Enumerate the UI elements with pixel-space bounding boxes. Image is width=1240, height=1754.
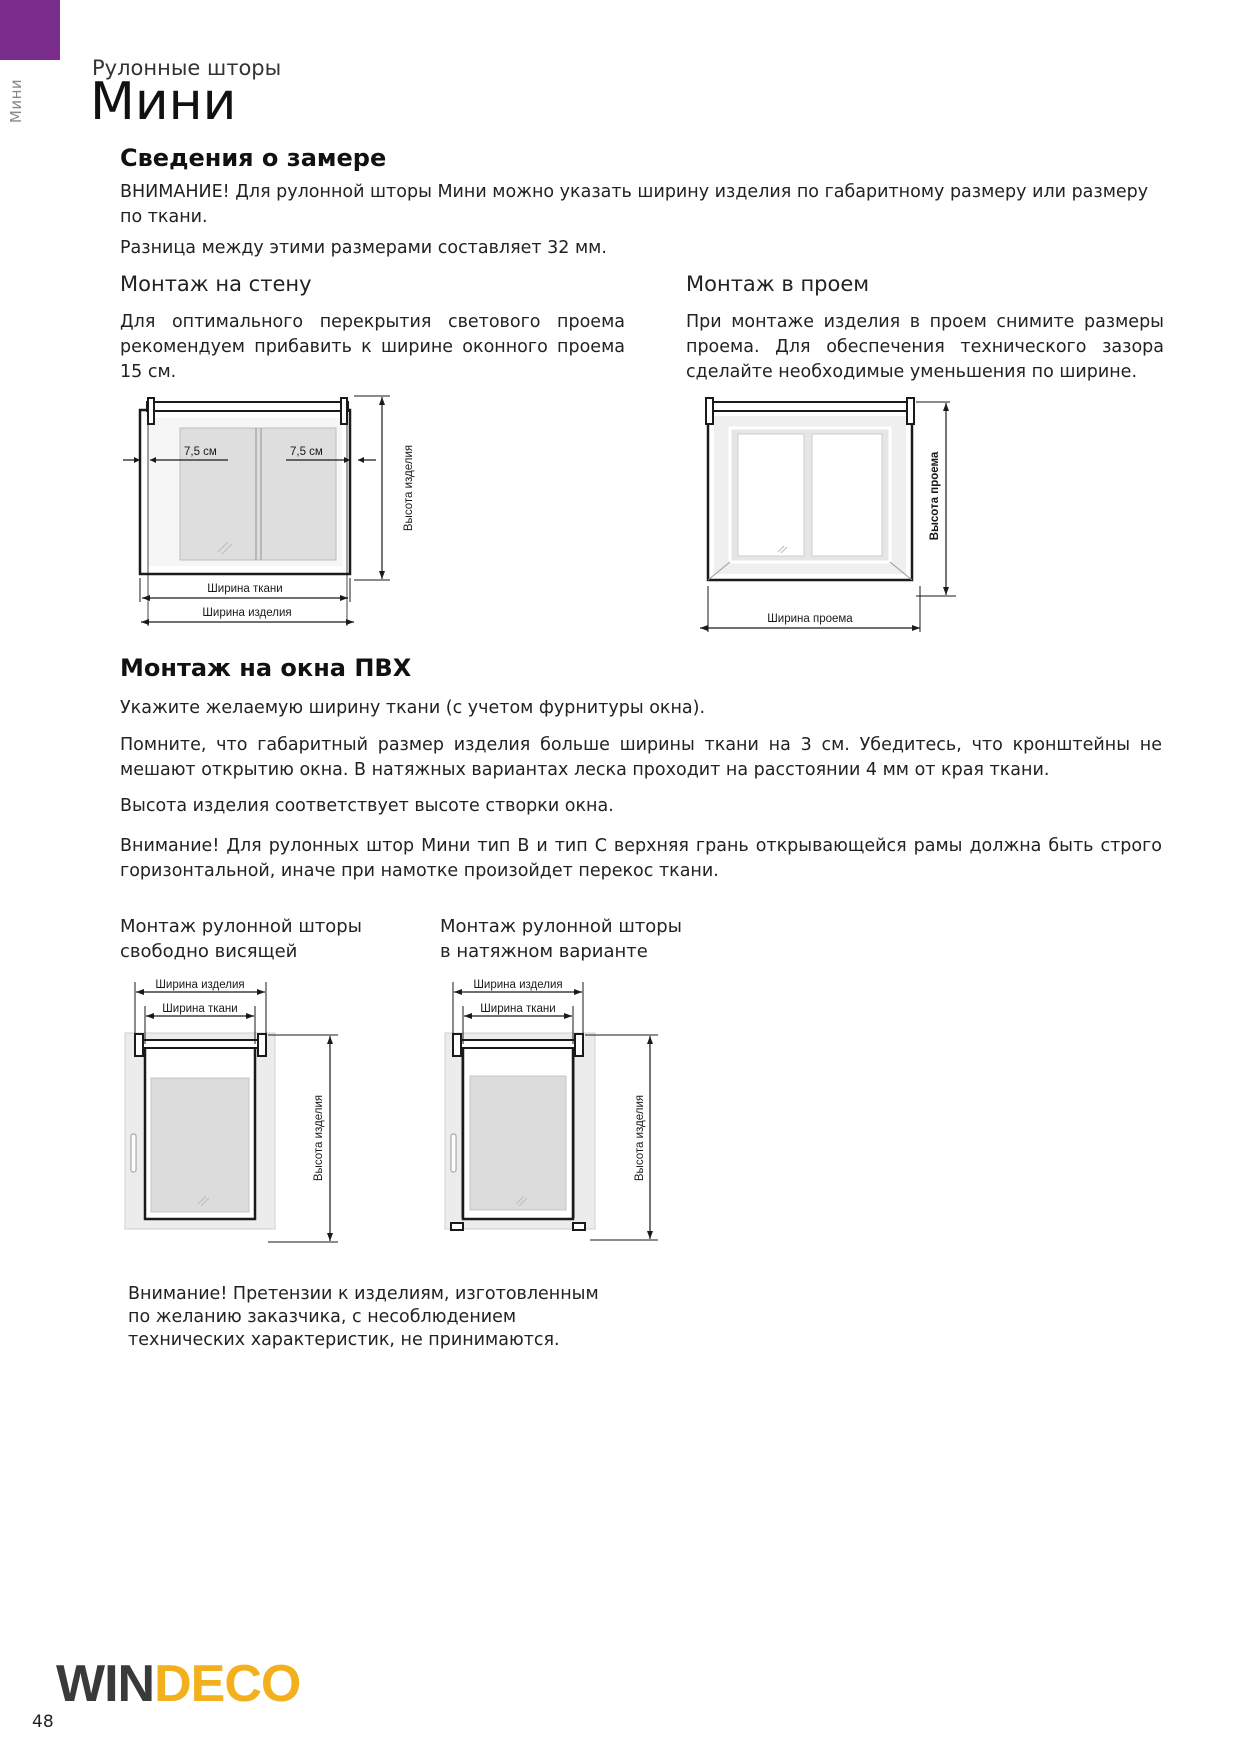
opening-mount-heading: Монтаж в проем xyxy=(686,272,870,296)
side-section-label: Мини xyxy=(7,78,26,124)
fabric-width-label: Ширина ткани xyxy=(480,1003,556,1015)
page-subtitle: Рулонные шторы xyxy=(92,56,282,80)
right-gap-label: 7,5 см xyxy=(290,446,323,458)
window-glass xyxy=(151,1078,249,1212)
opening-mount-text: При монтаже изделия в проем снимите размеры проема. Для обеспечения технического зазора сделайте необходимые уменьшения по ширине. xyxy=(686,312,1164,382)
left-gap-label: 7,5 см xyxy=(184,446,217,458)
height-label: Высота изделия xyxy=(634,1094,646,1182)
pvc-paragraph-3: Высота изделия соответствует высоте створки окна. xyxy=(120,796,614,816)
opening-height-label: Высота проема xyxy=(929,451,941,541)
pvc-heading: Монтаж на окна ПВХ xyxy=(120,654,412,682)
roller-tube xyxy=(147,402,348,411)
roller-tube xyxy=(457,1040,581,1048)
free-hanging-diagram xyxy=(118,978,350,1254)
wall-mount-text: Для оптимального перекрытия светового проема рекомендуем прибавить к ширине оконного проема 15 см. xyxy=(120,312,625,382)
opening-mount-diagram xyxy=(694,392,968,644)
fabric-width-label: Ширина ткани xyxy=(162,1003,238,1015)
left-bracket xyxy=(135,1034,143,1056)
opening-width-label: Ширина проема xyxy=(767,613,853,625)
right-bracket xyxy=(575,1034,583,1056)
product-width-label: Ширина изделия xyxy=(473,979,563,991)
height-label: Высота изделия xyxy=(313,1094,325,1182)
left-bracket xyxy=(148,398,154,424)
window-handle xyxy=(451,1134,456,1172)
wall-mount-diagram xyxy=(118,392,448,644)
right-bracket xyxy=(907,398,914,424)
pvc-paragraph-4: Внимание! Для рулонных штор Мини тип В и тип С верхняя грань открывающейся рамы должна быть строго горизонтальной, иначе при намотке произойдет перекос ткани. xyxy=(120,836,1162,881)
window-glass xyxy=(470,1076,566,1210)
left-bracket xyxy=(453,1034,461,1056)
left-bottom-holder xyxy=(451,1223,463,1230)
wall-mount-heading: Монтаж на стену xyxy=(120,272,312,296)
window-handle xyxy=(131,1134,136,1172)
right-bottom-holder xyxy=(573,1223,585,1230)
fabric-width-label: Ширина ткани xyxy=(207,583,283,595)
windeco-logo: WINDECO xyxy=(56,1655,301,1713)
page-title: Мини xyxy=(90,72,237,132)
measure-paragraph-1: ВНИМАНИЕ! Для рулонной шторы Мини можно указать ширину изделия по габаритному размеру или размеру по ткани. xyxy=(120,182,1149,227)
free-hanging-caption: Монтаж рулонной шторы свободно висящей xyxy=(120,916,362,962)
left-bracket xyxy=(706,398,713,424)
measure-paragraph-2: Разница между этими размерами составляет 32 мм. xyxy=(120,238,607,258)
roller-tube xyxy=(710,402,910,411)
product-width-label: Ширина изделия xyxy=(202,607,292,619)
right-bracket xyxy=(258,1034,266,1056)
pvc-paragraph-1: Укажите желаемую ширину ткани (с учетом фурнитуры окна). xyxy=(120,698,706,718)
tensioned-caption: Монтаж рулонной шторы в натяжном варианте xyxy=(440,916,682,962)
right-bracket xyxy=(341,398,347,424)
warning-note: Внимание! Претензии к изделиям, изготовленным по желанию заказчика, с несоблюдением технических характеристик, не принимаются. xyxy=(128,1284,599,1350)
section-color-tab xyxy=(0,0,60,60)
measure-heading: Сведения о замере xyxy=(120,144,387,172)
pvc-paragraph-2: Помните, что габаритный размер изделия больше ширины ткани на 3 см. Убедитесь, что кронштейны не мешают открытию окна. В натяжных вариантах леска проходит на расстоянии 4 мм от края ткани. xyxy=(120,735,1162,780)
tensioned-diagram xyxy=(440,978,672,1254)
roller-tube xyxy=(138,1040,263,1048)
product-width-label: Ширина изделия xyxy=(155,979,245,991)
height-label: Высота изделия xyxy=(403,444,415,532)
page-number: 48 xyxy=(32,1712,54,1732)
